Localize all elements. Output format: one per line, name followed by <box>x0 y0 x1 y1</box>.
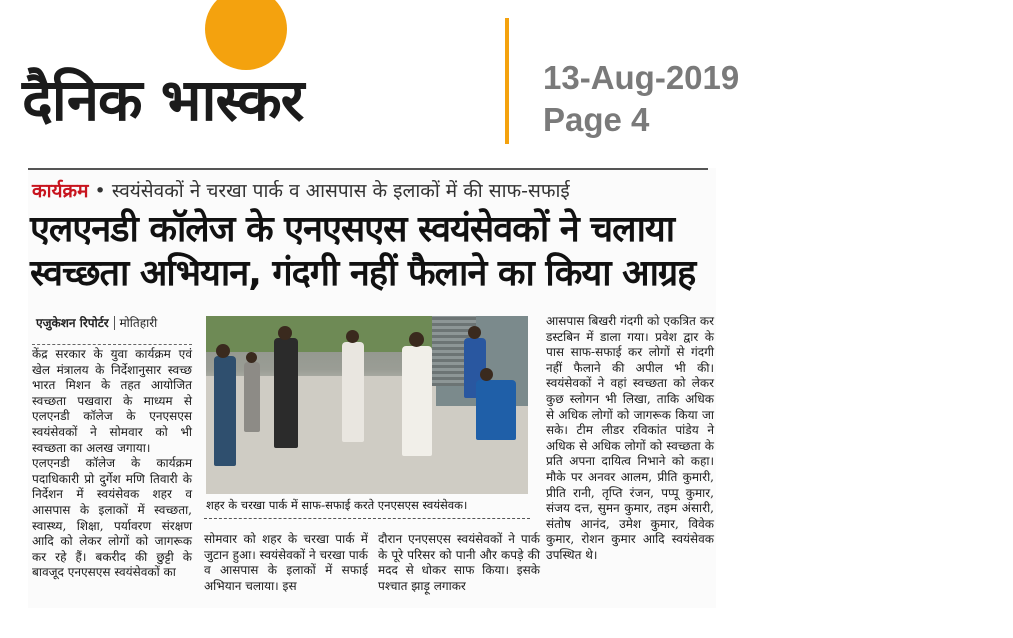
photo-caption: शहर के चरखा पार्क में साफ-सफाई करते एनएसएस स्वयंसेवक। <box>206 498 468 512</box>
newspaper-name: दैनिक भास्कर <box>22 66 304 134</box>
caption-rule <box>204 518 530 519</box>
article-paragraph-2: एलएनडी कॉलेज के कार्यक्रम पदाधिकारी प्रो दुर्गेश मणि तिवारी के निर्देशन में स्वयंसेवक शहर व आसपास के इलाकों में स्वच्छता, स्वास्थ्य, शिक्षा, पर्यावरण संरक्षण आदि को लेकर लोगों को जागरूक कर रहे हैं। बकरीद की छुट्टी के बावजूद एनएसएस स्वयंसेवकों का <box>32 456 192 580</box>
article-lead-paragraph: केंद्र सरकार के युवा कार्यक्रम एवं खेल मंत्रालय के निर्देशानुसार स्वच्छ भारत मिशन के तहत आयोजित स्वच्छता पखवारा के माध्यम से एलएनडी कॉलेज के एनएसएस स्वयंसेवकों ने सोमवार को भी स्वच्छता का अलख जगाया। <box>32 344 192 456</box>
kicker-bullet-icon: • <box>94 180 106 202</box>
article-column-4: दौरान एनएसएस स्वयंसेवकों ने पार्क के पूरे परिसर को पानी और कपड़े की मदद से धोकर साफ किया। इसके पश्चात झाड़ू लगाकर <box>378 532 540 593</box>
byline-place: मोतिहारी <box>114 316 157 330</box>
kicker-tag: कार्यक्रम <box>32 180 89 202</box>
article-clipping <box>28 168 716 608</box>
publication-date: 13-Aug-2019 <box>543 59 740 96</box>
article-column-3: सोमवार को शहर के चरखा पार्क में जुटान हुआ। स्वयंसेवकों ने चरखा पार्क व आसपास के इलाकों में सफाई अभियान चलाया। इस <box>204 532 368 593</box>
article-column-right: आसपास बिखरी गंदगी को एकत्रित कर डस्टबिन में डाला गया। प्रवेश द्वार के पास साफ-सफाई कर लोगों से गंदगी नहीं फैलाने की अपील भी की। स्वयंसेवकों ने वहां स्वच्छता को लेकर कुछ स्लोगन भी लिखा, ताकि अधिक से अधिक लोगों को जागरूक किया जा सके। टीम लीडर रविकांत पांडेय ने अधिक से अधिक लोगों को स्वच्छता के प्रति अपना दायित्व निभाने को कहा। मौके पर अनवर आलम, प्रीति कुमारी, प्रीति रानी, तृप्ति रंजन, पप्पू कुमार, संजय दत्त, सुमन कुमार, तइम अंसारी, संतोष आनंद, उमेश कुमार, विवेक कुमार, रोशन कुमार आदि स्वयंसेवक उपस्थित थे। <box>546 314 714 562</box>
masthead <box>0 0 1013 160</box>
article-headline: एलएनडी कॉलेज के एनएसएस स्वयंसेवकों ने चलाया स्वच्छता अभियान, गंदगी नहीं फैलाने का किया आग्रह <box>30 209 696 294</box>
kicker-text: स्वयंसेवकों ने चरखा पार्क व आसपास के इलाकों में की साफ-सफाई <box>111 180 570 202</box>
article-column-1 <box>32 344 192 581</box>
byline-reporter: एजुकेशन रिपोर्टर <box>36 316 109 330</box>
byline <box>36 314 157 331</box>
article-kicker <box>32 178 570 204</box>
page-number: Page 4 <box>543 101 650 138</box>
article-photo <box>206 316 528 494</box>
masthead-divider <box>505 18 509 144</box>
top-rule <box>28 168 708 170</box>
